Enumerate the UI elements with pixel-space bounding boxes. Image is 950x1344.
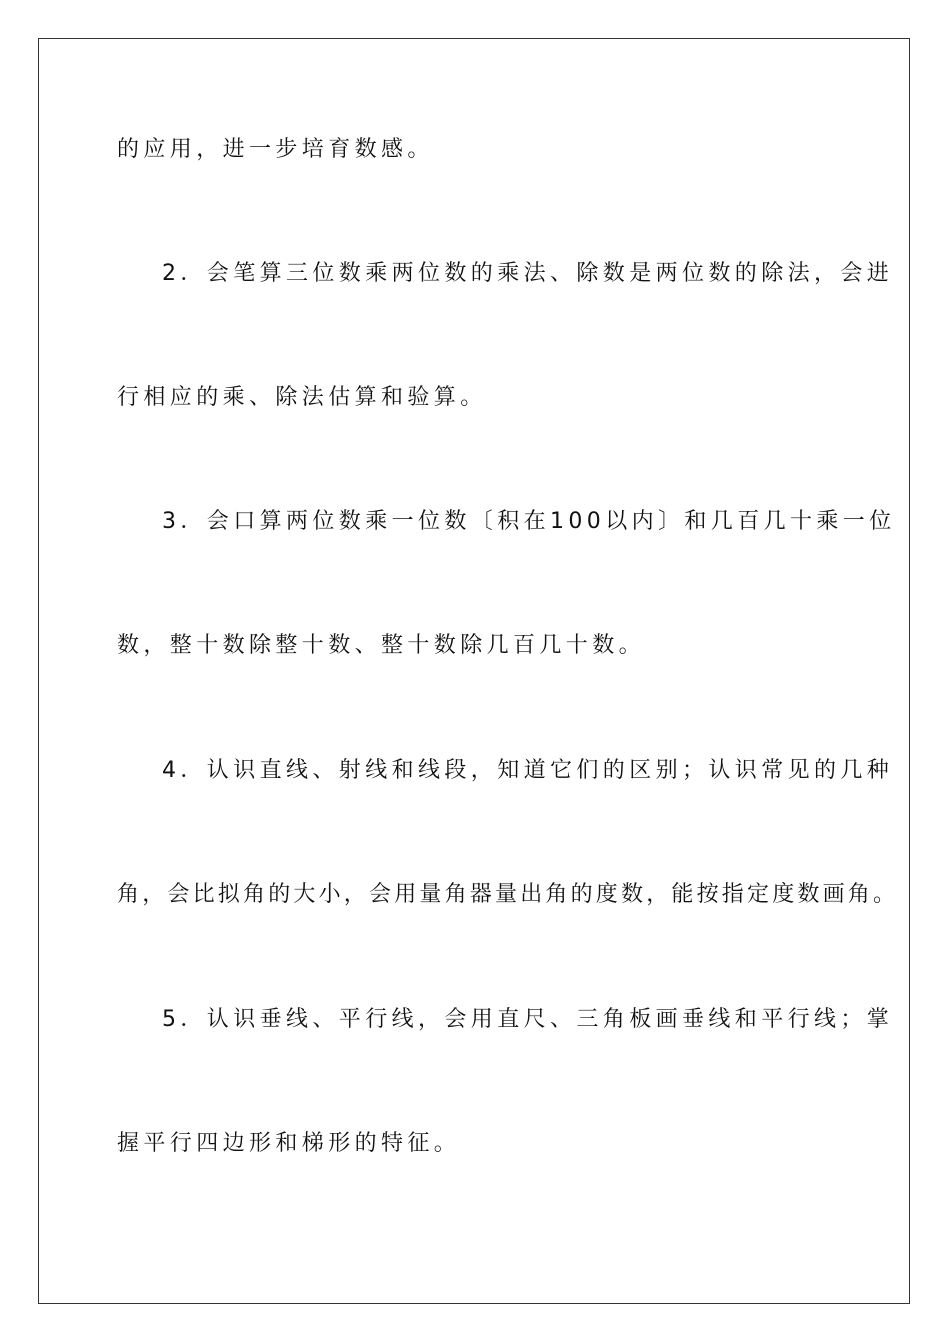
paragraph-line-7: 角，会比拟角的大小，会用量角器量出角的度数，能按指定度数画角。 xyxy=(117,882,899,907)
page-border xyxy=(38,38,910,1304)
paragraph-line-5: 数，整十数除整十数、整十数除几百几十数。 xyxy=(117,633,646,658)
paragraph-line-2: 2．会笔算三位数乘两位数的乘法、除数是两位数的除法，会进 xyxy=(162,261,894,286)
paragraph-line-9: 握平行四边形和梯形的特征。 xyxy=(117,1131,461,1156)
paragraph-line-8: 5．认识垂线、平行线，会用直尺、三角板画垂线和平行线；掌 xyxy=(162,1007,894,1032)
paragraph-line-4: 3．会口算两位数乘一位数〔积在100以内〕和几百几十乘一位 xyxy=(162,509,896,534)
paragraph-line-1: 的应用，进一步培育数感。 xyxy=(117,137,434,162)
paragraph-line-6: 4．认识直线、射线和线段，知道它们的区别；认识常见的几种 xyxy=(162,758,894,783)
paragraph-line-3: 行相应的乘、除法估算和验算。 xyxy=(117,385,487,410)
